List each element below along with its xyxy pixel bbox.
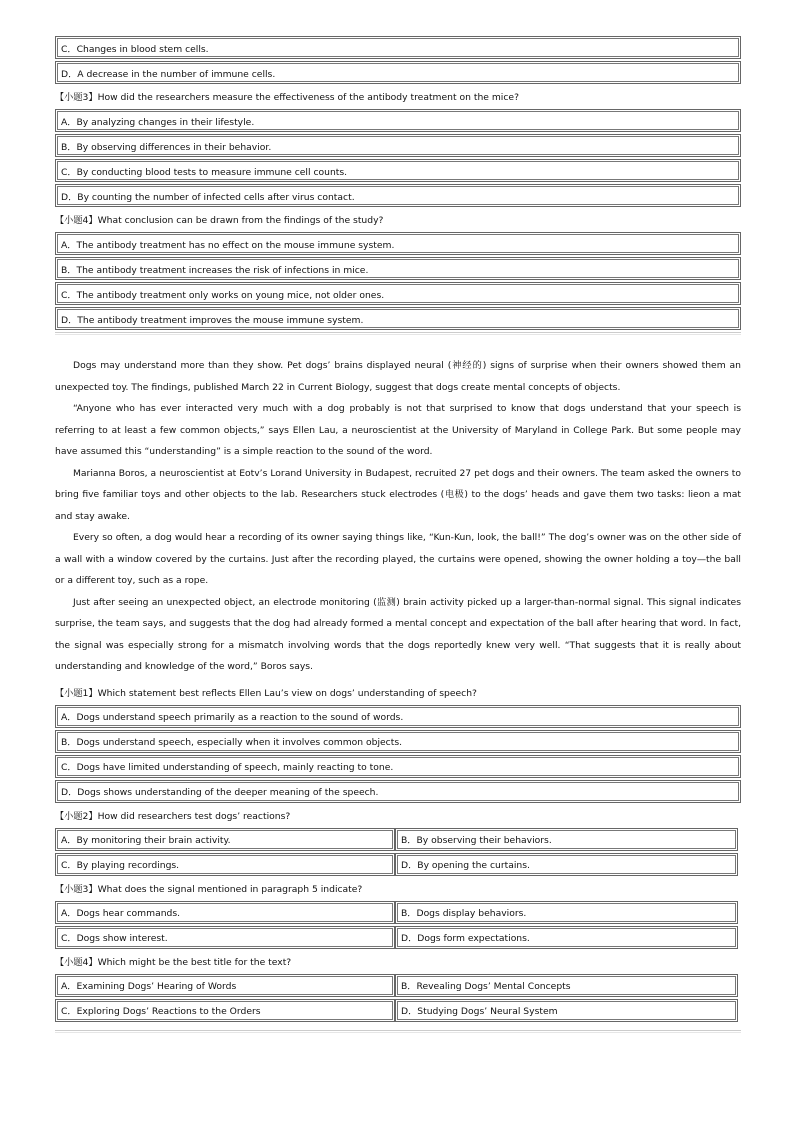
p2-q3-options-row2 [55, 926, 741, 949]
paragraph-2: “Anyone who has ever interacted very much with a dog probably is not that surprised to know that dogs understand that your speech is referring to at least a few common objects,” says Ellen Lau, a neuroscientist at the University of Maryland in College Park. But some people may have assumed this “understanding” is a simple reaction to the sound of the word. [55, 403, 741, 457]
section-divider [55, 1030, 741, 1033]
question-1: 【小题1】Which statement best reflects Ellen Lau’s view on dogs’ understanding of speech? [55, 687, 477, 699]
question-4: 【小题4】Which might be the best title for the text? [55, 956, 292, 968]
q3-options [55, 109, 741, 207]
prev-q2-options [55, 36, 741, 84]
reading-passage [55, 355, 741, 678]
option-d[interactable]: D．By counting the number of infected cells after virus contact. [55, 184, 741, 207]
option-c[interactable]: C．By playing recordings. [55, 853, 395, 876]
option-a[interactable]: A．Dogs hear commands. [55, 901, 395, 924]
option-d[interactable]: D．Dogs form expectations. [395, 926, 738, 949]
question-3: 【小题3】What does the signal mentioned in paragraph 5 indicate? [55, 883, 363, 895]
option-d[interactable]: D．Dogs shows understanding of the deeper meaning of the speech. [55, 780, 741, 803]
p2-q2-options-row2 [55, 853, 741, 876]
option-a[interactable]: A．Examining Dogs’ Hearing of Words [55, 974, 395, 997]
option-d[interactable]: D．The antibody treatment improves the mouse immune system. [55, 307, 741, 330]
option-b[interactable]: B．By observing differences in their behavior. [55, 134, 741, 157]
option-d[interactable]: D．Studying Dogs’ Neural System [395, 999, 738, 1022]
option-c[interactable]: C．Dogs show interest. [55, 926, 395, 949]
paragraph-1: Dogs may understand more than they show. Pet dogs’ brains displayed neural (神经的) signs of surprise when their owners showed them an unexpected toy. The findings, published March 22 in Current Biology, suggest that dogs create mental concepts of objects. [55, 360, 741, 393]
paragraph-3: Marianna Boros, a neuroscientist at Eotv’s Lorand University in Budapest, recruited 27 pet dogs and their owners. The team asked the owners to bring five familiar toys and other objects to the lab. Researchers stuck electrodes (电极) to the dogs’ heads and gave them two tasks: lieon a mat and stay awake. [55, 467, 741, 522]
paragraph-5: Just after seeing an unexpected object, an electrode monitoring (监测) brain activity picked up a larger-than-normal signal. This signal indicates surprise, the team says, and suggests that the dog had already formed a mental concept and expectation of the ball after hearing that word. In fact, the signal was especially strong for a mismatch involving words that the dogs reportedly knew very well. “That suggests that it is really about understanding and knowledge of the word,” Boros says. [55, 596, 741, 672]
option-b[interactable]: B．Dogs display behaviors. [395, 901, 738, 924]
p2-q4-options-row2 [55, 999, 741, 1022]
paragraph-4: Every so often, a dog would hear a recording of its owner saying things like, “Kun-Kun, look, the ball!” The dog’s owner was on the other side of a wall with a window covered by the curtains. Just after the recording played, the curtains were opened, showing the owner holding a toy—the ball or a different toy, such as a rope. [55, 532, 741, 586]
option-d[interactable]: D．By opening the curtains. [395, 853, 738, 876]
option-a[interactable]: A．By analyzing changes in their lifestyle. [55, 109, 741, 132]
q4-options [55, 232, 741, 330]
option-c[interactable]: C．Changes in blood stem cells. [55, 36, 741, 59]
p2-q3-options-row1 [55, 901, 741, 924]
option-c[interactable]: C．The antibody treatment only works on young mice, not older ones. [55, 282, 741, 305]
option-d[interactable]: D．A decrease in the number of immune cells. [55, 61, 741, 84]
question-4: 【小题4】What conclusion can be drawn from the findings of the study? [55, 215, 384, 226]
question-2: 【小题2】How did researchers test dogs’ reactions? [55, 810, 291, 822]
option-b[interactable]: B．Dogs understand speech, especially when it involves common objects. [55, 730, 741, 753]
option-c[interactable]: C．By conducting blood tests to measure immune cell counts. [55, 159, 741, 182]
option-b[interactable]: B．By observing their behaviors. [395, 828, 738, 851]
option-b[interactable]: B．The antibody treatment increases the risk of infections in mice. [55, 257, 741, 280]
p2-q2-options-row1 [55, 828, 741, 851]
p2-q4-options-row1 [55, 974, 741, 997]
option-b[interactable]: B．Revealing Dogs’ Mental Concepts [395, 974, 738, 997]
option-c[interactable]: C．Dogs have limited understanding of speech, mainly reacting to tone. [55, 755, 741, 778]
worksheet-page [55, 36, 741, 1033]
question-3: 【小题3】How did the researchers measure the effectiveness of the antibody treatment on the mice? [55, 92, 519, 103]
p2-q1-options [55, 705, 741, 803]
section-divider [55, 332, 741, 335]
option-c[interactable]: C．Exploring Dogs’ Reactions to the Orders [55, 999, 395, 1022]
option-a[interactable]: A．By monitoring their brain activity. [55, 828, 395, 851]
option-a[interactable]: A．The antibody treatment has no effect on the mouse immune system. [55, 232, 741, 255]
option-a[interactable]: A．Dogs understand speech primarily as a reaction to the sound of words. [55, 705, 741, 728]
